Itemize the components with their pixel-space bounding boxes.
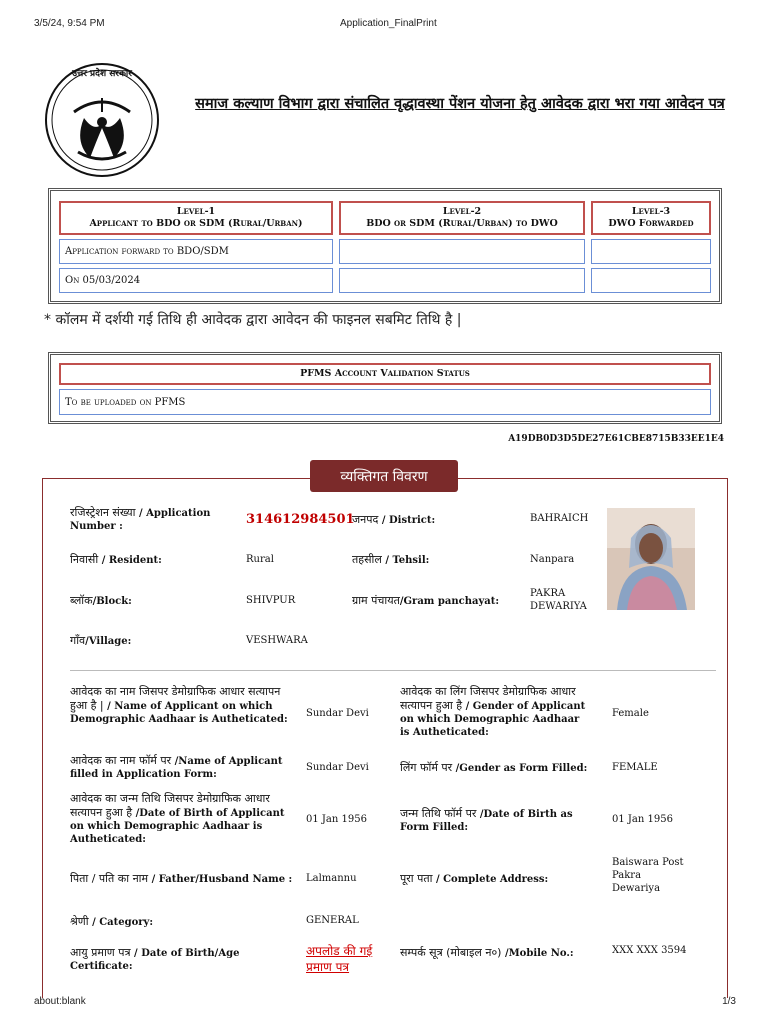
resident-label	[70, 553, 162, 567]
gram-panchayat-label-hi: ग्राम पंचायत	[352, 594, 400, 607]
name-aadhaar-value: Sundar Devi	[306, 708, 369, 719]
resident-value: Rural	[246, 554, 274, 565]
age-certificate-label-en: / Date of Birth/Age Certificate:	[70, 948, 240, 972]
block-label	[70, 594, 132, 608]
registration-label	[70, 506, 240, 533]
gender-form-label-hi: लिंग फॉर्म पर	[400, 761, 453, 774]
tehsil-label	[352, 553, 429, 567]
print-doc-title: Application_FinalPrint	[340, 18, 437, 29]
gender-aadhaar-label-en: / Gender of Applicant on which Demographic Aadhaar is Autheticated:	[400, 701, 586, 738]
registration-label-en: / Application Number :	[70, 508, 211, 532]
category-label	[70, 915, 153, 929]
pfms-status-box	[48, 352, 722, 424]
document-hash: A19DB0D3D5DE27E61CBE8715B33EE1E4	[508, 434, 724, 444]
village-value: VESHWARA	[246, 635, 308, 646]
district-value: BAHRAICH	[530, 513, 589, 524]
village-label	[70, 634, 131, 648]
level-2-status-cell	[339, 239, 585, 264]
gram-panchayat-value: PAKRA DEWARIYA	[530, 588, 587, 612]
resident-label-hi: निवासी	[70, 553, 99, 566]
father-husband-value: Lalmannu	[306, 873, 357, 884]
name-aadhaar-label-hi: आवेदक का नाम जिसपर डेमोग्राफिक आधार सत्यापन हुआ है |	[70, 685, 281, 712]
block-value: SHIVPUR	[246, 595, 296, 606]
address-label-hi: पूरा पता	[400, 872, 433, 885]
level-3-date-cell	[591, 268, 711, 293]
father-husband-label	[70, 872, 306, 886]
name-form-value: Sundar Devi	[306, 762, 369, 773]
dob-aadhaar-label-en: /Date of Birth of Applicant on which Demographic Aadhaar is Autheticated:	[70, 808, 285, 845]
level-1-date-cell: On 05/03/2024	[59, 268, 333, 293]
level-2-date-cell	[339, 268, 585, 293]
district-label	[352, 513, 435, 527]
category-value: GENERAL	[306, 915, 359, 926]
gender-form-label	[400, 761, 610, 775]
name-aadhaar-label	[70, 685, 296, 726]
level-1-status-cell: Application forward to BDO/SDM	[59, 239, 333, 264]
category-label-en: / Category:	[88, 917, 154, 928]
print-footer-url: about:blank	[34, 996, 86, 1007]
category-label-hi: श्रेणी	[70, 915, 89, 928]
tehsil-label-en: / Tehsil:	[381, 555, 430, 566]
address-label-en: / Complete Address:	[432, 874, 549, 885]
father-husband-label-en: / Father/Husband Name :	[148, 874, 293, 885]
mobile-label-hi: सम्पर्क सूत्र (मोबाइल न०)	[400, 946, 502, 959]
block-label-en: /Block:	[92, 596, 132, 607]
gender-aadhaar-label-hi: आवेदक का लिंग जिसपर डेमोग्राफिक आधार सत्यापन हुआ है	[400, 685, 576, 712]
level-3-status-cell	[591, 239, 711, 264]
pfms-status-cell: To be uploaded on PFMS	[59, 389, 711, 415]
applicant-photo	[607, 508, 695, 610]
print-page-number: 1/3	[722, 996, 736, 1007]
gender-form-value: FEMALE	[612, 762, 658, 773]
tehsil-value: Nanpara	[530, 554, 575, 565]
print-timestamp: 3/5/24, 9:54 PM	[34, 18, 105, 29]
level-2-subtitle: BDO or SDM (Rural/Urban) to DWO	[366, 218, 558, 229]
gender-form-label-en: /Gender as Form Filled:	[452, 763, 588, 774]
gram-panchayat-label-en: /Gram panchayat:	[399, 596, 500, 607]
personal-details-tab: व्यक्तिगत विवरण	[310, 460, 458, 492]
section-divider	[70, 670, 716, 671]
dob-form-label-hi: जन्म तिथि फॉर्म पर	[400, 807, 477, 820]
up-government-emblem-icon	[44, 62, 160, 178]
gender-aadhaar-label	[400, 685, 590, 739]
dob-form-value: 01 Jan 1956	[612, 814, 673, 825]
block-label-hi: ब्लॉक	[70, 594, 93, 607]
registration-number: 314612984501	[246, 512, 355, 527]
level-1-title: Level-1	[176, 206, 216, 217]
father-husband-label-hi: पिता / पति का नाम	[70, 872, 149, 885]
name-form-label-hi: आवेदक का नाम फॉर्म पर	[70, 754, 172, 767]
level-3-title: Level-3	[631, 206, 671, 217]
age-certificate-label-hi: आयु प्रमाण पत्र	[70, 946, 131, 959]
level-2-header	[339, 201, 585, 235]
mobile-value: XXX XXX 3594	[612, 945, 687, 956]
address-value: Baiswara Post Pakra Dewariya	[612, 857, 684, 894]
village-label-hi: गाँव	[70, 634, 86, 647]
age-certificate-label	[70, 946, 270, 973]
level-status-box	[48, 188, 722, 304]
tehsil-label-hi: तहसील	[352, 553, 382, 566]
submit-date-note: * कॉलम में दर्शयी गई तिथि ही आवेदक द्वारा आवेदन की फाइनल सबमिट तिथि है |	[44, 312, 462, 328]
name-aadhaar-label-en: / Name of Applicant on which Demographic Aadhaar is Autheticated:	[70, 701, 288, 725]
gender-aadhaar-value: Female	[612, 708, 649, 719]
mobile-label	[400, 946, 574, 960]
dob-aadhaar-label-hi: आवेदक का जन्म तिथि जिसपर डेमोग्राफिक आधार सत्यापन हुआ है	[70, 792, 270, 819]
address-label	[400, 872, 548, 886]
applicant-photo-image	[607, 508, 695, 610]
level-1-header	[59, 201, 333, 235]
level-1-subtitle: Applicant to BDO or SDM (Rural/Urban)	[89, 218, 303, 229]
emblem-text: उत्तर प्रदेश सरकार	[72, 69, 132, 79]
name-form-label-en: /Name of Applicant filled in Application Form:	[70, 756, 283, 780]
name-form-label	[70, 754, 296, 781]
age-certificate-link[interactable]: अपलोड की गई प्रमाण पत्र	[306, 944, 373, 974]
level-3-subtitle: DWO Forwarded	[608, 218, 694, 229]
dob-form-label	[400, 807, 590, 834]
resident-label-en: / Resident:	[98, 555, 162, 566]
dob-aadhaar-label	[70, 792, 296, 846]
level-2-title: Level-2	[442, 206, 482, 217]
pfms-heading: PFMS Account Validation Status	[59, 363, 711, 385]
level-3-header	[591, 201, 711, 235]
village-label-en: /Village:	[85, 636, 132, 647]
mobile-label-en: /Mobile No.:	[501, 948, 574, 959]
dob-form-label-en: /Date of Birth as Form Filled:	[400, 809, 573, 833]
page-title: समाज कल्याण विभाग द्वारा संचालित वृद्धावस्था पेंशन योजना हेतु आवेदक द्वारा भरा गया आवेदन पत्र	[195, 96, 725, 112]
district-label-en: / District:	[378, 515, 436, 526]
dob-aadhaar-value: 01 Jan 1956	[306, 814, 367, 825]
district-label-hi: जनपद	[352, 513, 379, 526]
registration-label-hi: रजिस्ट्रेशन संख्या	[70, 506, 136, 519]
gram-panchayat-label	[352, 594, 499, 608]
